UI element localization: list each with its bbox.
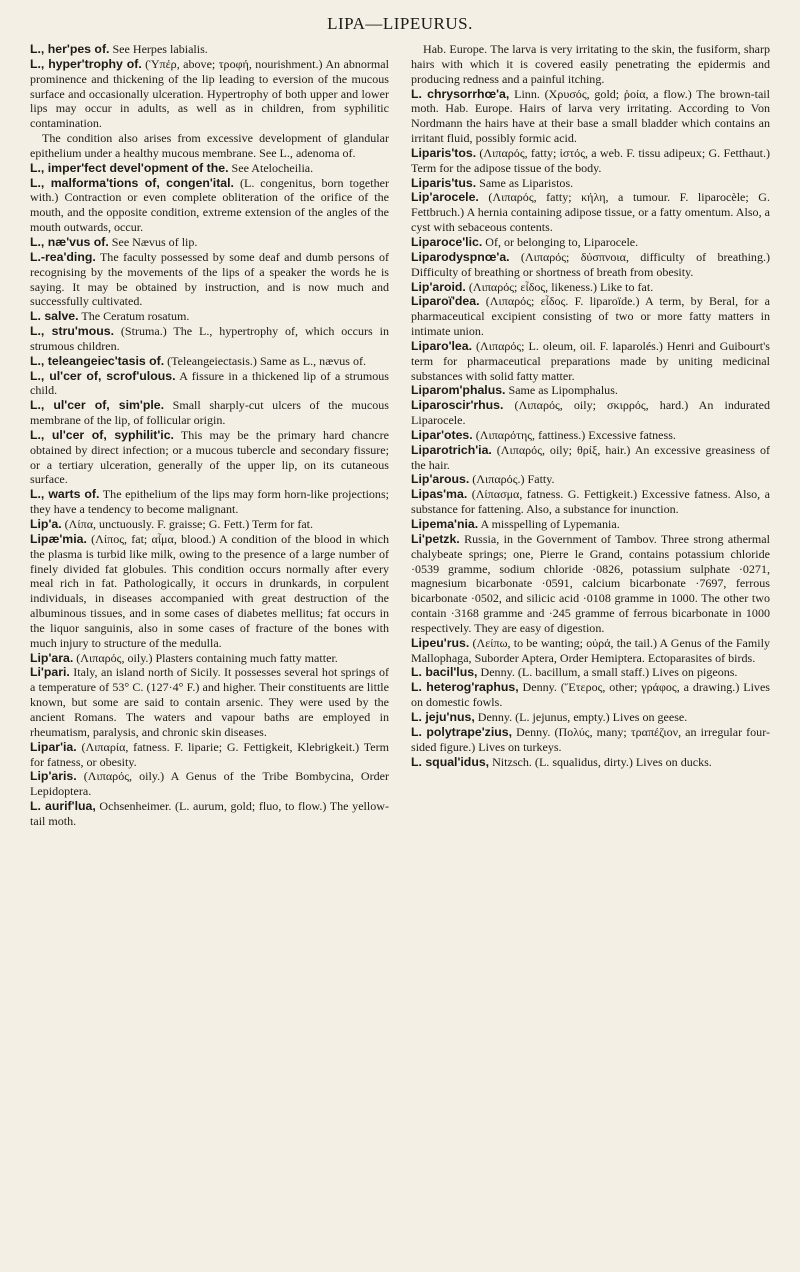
- entry-definition: Ochsenheimer. (L. aurum, gold; fluo, to flow.) The yellow-tail moth.: [30, 799, 389, 828]
- entry-definition: The condition also arises from excessive development of glandular epithelium under a healthy mucous membrane. See L., adenoma of.: [30, 131, 389, 160]
- dictionary-entry: [411, 680, 770, 710]
- entry-definition: (Λείπω, to be wanting; οὐρά, the tail.) A Genus of the Family Mallophaga, Suborder Aptera, Order Hemiptera. Ectoparasites of birds.: [411, 635, 770, 665]
- dictionary-entry: [30, 487, 389, 517]
- entry-headword: L., ul'cer of, scrof'ulous.: [30, 368, 176, 383]
- entry-headword: L., teleangeiec'tasis of.: [30, 353, 165, 368]
- entry-definition: (Λιπαρός; δύσπνοια, difficulty of breathing.) Difficulty of breathing or shortness of breath from obesity.: [411, 249, 770, 279]
- dictionary-entry: [30, 740, 389, 770]
- entry-definition: (Λιπαρός.) Fatty.: [469, 472, 555, 487]
- dictionary-entry: [30, 769, 389, 799]
- entry-headword: Lipas'ma.: [411, 487, 468, 502]
- entry-headword: L., malforma'tions of, congen'ital.: [30, 175, 234, 190]
- dictionary-entry: [411, 487, 770, 517]
- entry-headword: L. bacil'lus,: [411, 665, 478, 680]
- entry-definition: Nitzsch. (L. squalidus, dirty.) Lives on ducks.: [489, 754, 712, 769]
- entry-definition: (Λιπαρός, fatty; ἱστός, a web. F. tissu adipeux; G. Fetthaut.) Term for the adipose tissue of the body.: [411, 145, 770, 175]
- entry-headword: Lip'aroid.: [411, 279, 466, 294]
- dictionary-entry: [411, 755, 770, 770]
- entry-headword: Liparoce'lic.: [411, 234, 483, 249]
- columns: [30, 42, 770, 829]
- entry-headword: L., imper'fect devel'opment of the.: [30, 160, 229, 175]
- entry-definition: (Λιπαρός; εἶδος, likeness.) Like to fat.: [465, 279, 654, 294]
- entry-headword: Liparotrich'ia.: [411, 442, 492, 457]
- entry-headword: Lipeu'rus.: [411, 635, 470, 650]
- entry-definition: Denny. (L. jejunus, empty.) Lives on geese.: [474, 709, 688, 724]
- dictionary-entry: [30, 161, 389, 176]
- dictionary-entry: [411, 42, 770, 87]
- entry-definition: Denny. (L. bacillum, a small staff.) Lives on pigeons.: [477, 665, 738, 680]
- entry-headword: L., ul'cer of, syphilit'ic.: [30, 427, 174, 442]
- entry-definition: Linn. (Χρυσός, gold; ῥοία, a flow.) The brown-tail moth. Hab. Europe. Hairs of larva very irritating. According to Von Nordmann the hairs have at their base a small bladder which contains an irritant fluid, possibly formic acid.: [411, 86, 770, 146]
- dictionary-entry: [411, 294, 770, 339]
- dictionary-entry: [30, 369, 389, 399]
- dictionary-entry: [30, 665, 389, 739]
- dictionary-entry: [411, 87, 770, 146]
- entry-definition: (Λιπαρός, oily.) Plasters containing much fatty matter.: [73, 650, 338, 665]
- dictionary-entry: [30, 517, 389, 532]
- dictionary-entry: [411, 443, 770, 473]
- entry-headword: Lipema'nia.: [411, 517, 479, 531]
- entry-headword: Liparo'lea.: [411, 338, 473, 353]
- dictionary-entry: [30, 176, 389, 235]
- left-column: [30, 42, 389, 829]
- dictionary-entry: [30, 42, 389, 57]
- entry-definition: (L. congenitus, born together with.) Contraction or even complete obliteration of the orifice of the mouth, and the opposite condition, extreme extension of the angles of the mouth outwards, occur.: [30, 175, 390, 235]
- entry-definition: A fissure in a thickened lip of a strumous child.: [30, 368, 389, 398]
- entry-definition: Same as Lipomphalus.: [505, 383, 618, 398]
- entry-definition: (Struma.) The L., hypertrophy of, which occurs in strumous children.: [30, 324, 389, 353]
- entry-headword: L., hyper'trophy of.: [30, 56, 142, 71]
- running-head: LIPA—LIPEURUS.: [327, 14, 473, 33]
- entry-headword: Lip'ara.: [30, 650, 74, 665]
- entry-headword: Liparis'tos.: [411, 145, 477, 160]
- entry-headword: L. polytrape'zius,: [411, 724, 512, 739]
- entry-definition: Same as Liparistos.: [476, 175, 574, 190]
- entry-definition: See Herpes labialis.: [109, 42, 208, 56]
- entry-definition: Of, or belonging to, Liparocele.: [482, 234, 639, 249]
- entry-definition: (Λιπαρός, oily.) A Genus of the Tribe Bombycina, Order Lepidoptera.: [30, 769, 389, 799]
- entry-definition: The faculty possessed by some deaf and dumb persons of recognising by the movements of the lips of a speaker the words he is saying. It may be obtained by instruction, and is now much and successfully cultivated.: [30, 249, 389, 309]
- dictionary-entry: [30, 250, 389, 309]
- dictionary-entry: [411, 428, 770, 443]
- entry-definition: (Teleangeiectasis.) Same as L., nævus of.: [164, 353, 367, 368]
- entry-headword: L. aurif'lua,: [30, 799, 96, 814]
- entry-definition: (Λιπαρός, oily; θρίξ, hair.) An excessive greasiness of the hair.: [411, 442, 770, 472]
- entry-headword: L.-rea'ding.: [30, 249, 96, 264]
- dictionary-entry: [30, 354, 389, 369]
- entry-headword: L., stru'mous.: [30, 324, 114, 339]
- entry-definition: Denny. (Πολύς, many; τραπέζιον, an irregular four-sided figure.) Lives on turkeys.: [411, 724, 770, 754]
- entry-definition: A misspelling of Lypemania.: [478, 517, 620, 531]
- entry-headword: L., ul'cer of, sim'ple.: [30, 398, 165, 413]
- entry-headword: Liparoscir'rhus.: [411, 398, 504, 413]
- entry-definition: (Λιπαρία, fatness. F. liparie; G. Fettigkeit, Klebrigkeit.) Term for fatness, or obesity.: [30, 739, 389, 769]
- dictionary-entry: [411, 532, 770, 636]
- dictionary-entry: [411, 517, 770, 532]
- entry-headword: L. heterog'raphus,: [411, 680, 519, 695]
- entry-headword: Li'pari.: [30, 665, 70, 680]
- dictionary-entry: [411, 176, 770, 191]
- dictionary-entry: [30, 799, 389, 829]
- dictionary-entry: [30, 57, 389, 131]
- dictionary-entry: [411, 383, 770, 398]
- entry-definition: See Nævus of lip.: [108, 234, 198, 249]
- entry-headword: Liparoï'dea.: [411, 294, 480, 309]
- dictionary-entry: [411, 339, 770, 384]
- entry-headword: L., warts of.: [30, 487, 100, 502]
- entry-headword: Liparodyspnœ'a.: [411, 249, 510, 264]
- entry-definition: The Ceratum rosatum.: [78, 309, 190, 324]
- dictionary-entry: [411, 398, 770, 428]
- dictionary-entry: [30, 309, 389, 324]
- entry-definition: Italy, an island north of Sicily. It possesses several hot springs of a temperature of 53° C. (127·4° F.) and higher. Their constituents are little known, but some are said to contain arsenic. They were used by the ancient Romans. The waters and vapour baths are employed in rheumatism, paralysis, and chronic skin diseases.: [30, 665, 389, 739]
- entry-definition: Denny. (Ἕτερος, other; γράφος, a drawing.) Lives on domestic fowls.: [411, 680, 770, 710]
- entry-definition: (Λιπαρός, fatty; κήλη, a tumour. F. liparocèle; G. Fettbruch.) A hernia containing adipose tissue, or a fatty omentum. Also, a cyst with sebaceous contents.: [411, 190, 770, 235]
- dictionary-entry: [411, 725, 770, 755]
- dictionary-entry: [30, 398, 389, 428]
- entry-definition: (Ὑπέρ, above; τροφή, nourishment.) An abnormal prominence and thickening of the lip leading to eversion of the mucous surface and occasionally ulceration. Hypertrophy of both upper and lower lips may occur in adults, as well as in children, from syphilitic contamination.: [30, 56, 389, 131]
- entry-headword: Lipar'ia.: [30, 739, 77, 754]
- entry-headword: L. salve.: [30, 309, 79, 324]
- entry-headword: L., næ'vus of.: [30, 234, 109, 249]
- dictionary-entry: [411, 636, 770, 666]
- entry-headword: Lip'aris.: [30, 769, 77, 784]
- entry-headword: L., her'pes of.: [30, 42, 110, 56]
- dictionary-entry: [30, 324, 389, 354]
- entry-definition: (Λίπος, fat; αἷμα, blood.) A condition of the blood in which the plasma is turbid like milk, owing to the presence of a large number of finely divided fat globules. This condition occurs normally after every meal rich in fat. Pathologically, it occurs in drunkards, in corpulent individuals, in diseases accompanied with great destruction of the albuminous tissues, and in some cases of diabetes mellitus; fat occurs in the liquor sanguinis, also in some cases of fracture of the bones with much injury to structure of the medulla.: [30, 531, 389, 650]
- dictionary-entry: [30, 532, 389, 651]
- entry-headword: L. chrysorrhœ'a,: [411, 86, 510, 101]
- entry-definition: (Λιπαρός, oily; σκιρρός, hard.) An indurated Liparocele.: [411, 398, 770, 428]
- entry-definition: This may be the primary hard chancre obtained by direct infection; or a mucous tubercle and secondary fissure; or a tertiary ulceration, generally of the upper lip, on its cutaneous surface.: [30, 427, 389, 487]
- dictionary-entry: [411, 190, 770, 235]
- entry-headword: L. squal'idus,: [411, 754, 490, 769]
- entry-headword: Li'petzk.: [411, 531, 460, 546]
- entry-headword: Lipæ'mia.: [30, 531, 87, 546]
- dictionary-entry: [411, 280, 770, 295]
- dictionary-entry: [411, 665, 770, 680]
- entry-definition: Russia, in the Government of Tambov. Three strong athermal chalybeate springs; one, Pierre le Grand, contains potassium chloride ·0539 gramme, sodium chloride ·0826, potassium sulphate ·0271, magnesium bicarbonate ·0591, calcium bicarbonate ·7697, ferrous bicarbonate ·0502, and silicic acid ·0108 gramme in 1000. The other two contain ·3168 gramme and ·245 gramme of ferrous bicarbonate in 1000 respectively. They are easy of digestion.: [411, 531, 770, 635]
- entry-headword: Liparom'phalus.: [411, 383, 506, 398]
- entry-definition: (Λιπαρός; εἶδος. F. liparoïde.) A term, by Beral, for a pharmaceutical excipient consisting of two or more fatty matters in intimate union.: [411, 294, 770, 339]
- dictionary-entry: [30, 428, 389, 487]
- entry-headword: L. jeju'nus,: [411, 709, 475, 724]
- dictionary-entry: [30, 131, 389, 161]
- dictionary-entry: [30, 651, 389, 666]
- right-column: [411, 42, 770, 829]
- entry-definition: (Λιπαρός; L. oleum, oil. F. laparolés.) Henri and Guibourt's term for pharmaceutical preparations made by uniting medicinal substances with solid fatty matter.: [411, 338, 770, 383]
- dictionary-entry: [411, 146, 770, 176]
- entry-definition: The epithelium of the lips may form horn-like projections; they have a tendency to become malignant.: [30, 487, 389, 517]
- dictionary-entry: [30, 235, 389, 250]
- entry-headword: Lipar'otes.: [411, 427, 473, 442]
- dictionary-entry: [411, 472, 770, 487]
- entry-headword: Lip'arocele.: [411, 190, 479, 205]
- entry-definition: (Λιπαρότης, fattiness.) Excessive fatness.: [472, 427, 676, 442]
- entry-definition: Hab. Europe. The larva is very irritating to the skin, the fusiform, sharp hairs with which it is covered easily penetrating the epidermis and producing redness and a painful itching.: [411, 42, 770, 86]
- entry-headword: Lip'arous.: [411, 472, 470, 487]
- entry-definition: (Λίπα, unctuously. F. graisse; G. Fett.) Term for fat.: [61, 517, 314, 531]
- entry-headword: Lip'a.: [30, 517, 62, 531]
- entry-headword: Liparis'tus.: [411, 175, 477, 190]
- dictionary-entry: [411, 235, 770, 250]
- dictionary-entry: [411, 710, 770, 725]
- dictionary-entry: [411, 250, 770, 280]
- entry-definition: (Λίπασμα, fatness. G. Fettigkeit.) Excessive fatness. Also, a substance for fattening. Also, a substance for inunction.: [411, 487, 770, 517]
- entry-definition: See Atelocheilia.: [228, 160, 314, 175]
- entry-definition: Small sharply-cut ulcers of the mucous membrane of the lip, of follicular origin.: [30, 398, 389, 428]
